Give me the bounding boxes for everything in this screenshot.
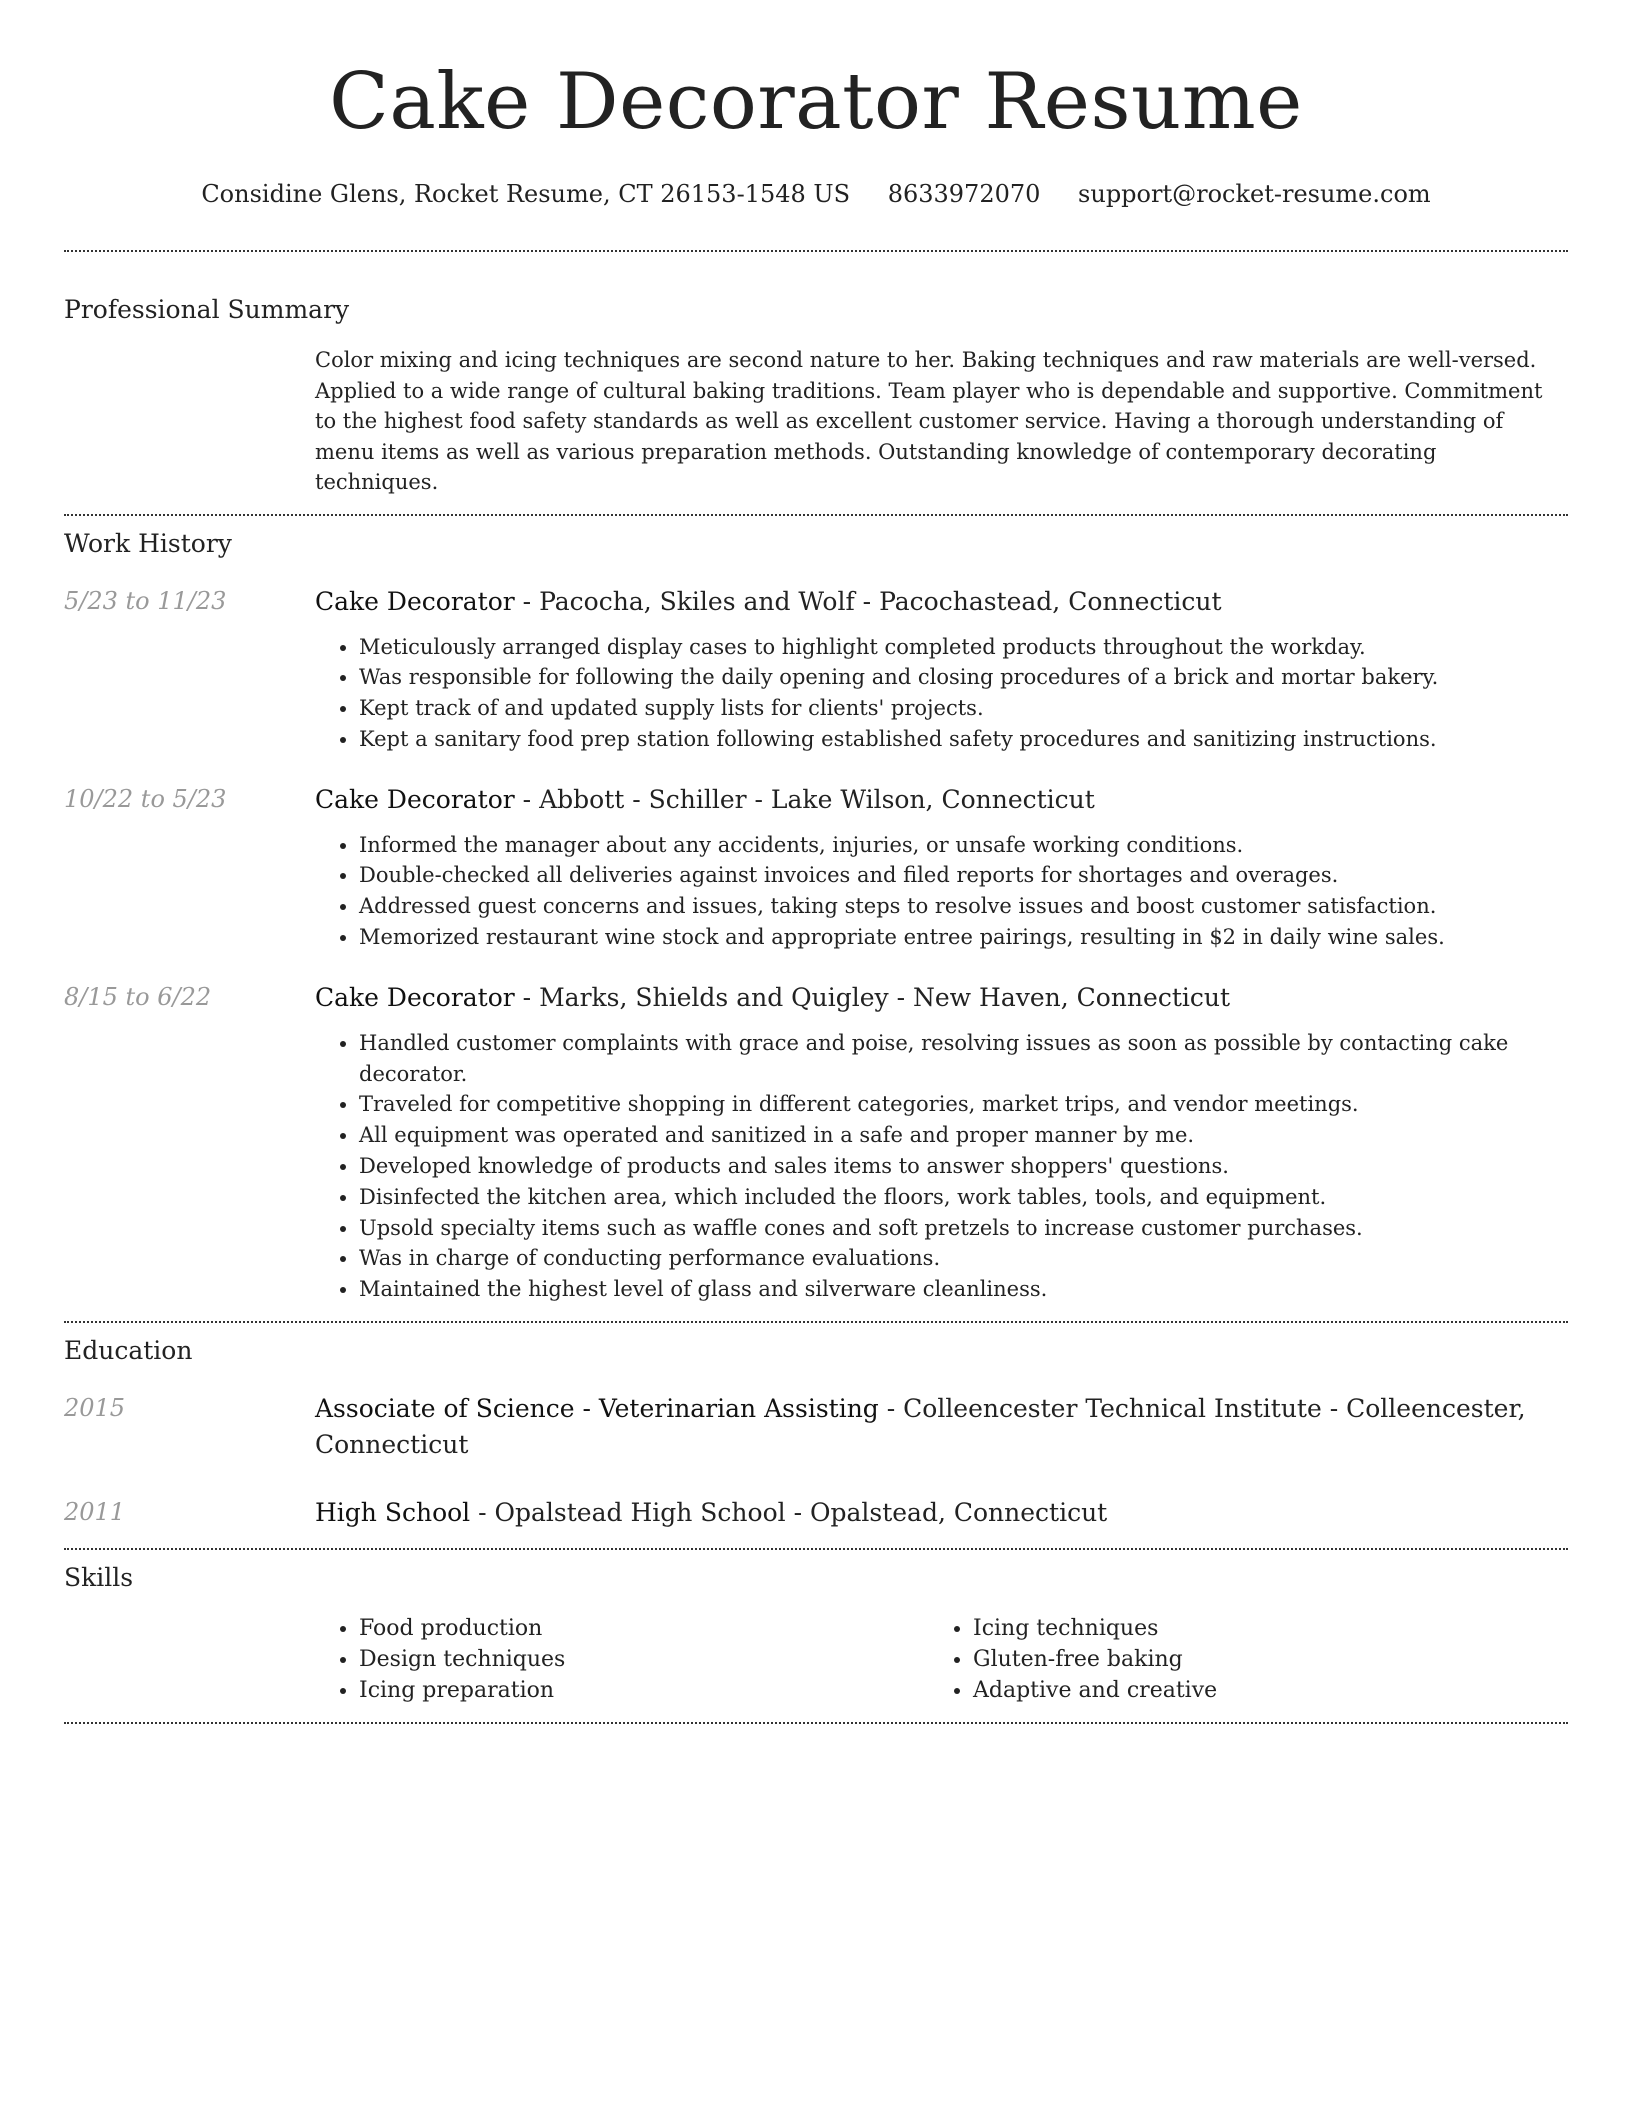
skills-list-right: [929, 1613, 1543, 1706]
job-details: - Pacocha, Skiles and Wolf - Pacochastead, Connecticut: [514, 586, 1222, 616]
job-heading: [315, 980, 1568, 1016]
summary-text: Color mixing and icing techniques are second nature to her. Baking techniques and raw materials are well-versed. Applied to a wide range of cultural baking traditions. Team player who is dependable and supportive. Commitment to the highest food safety standards as well as excellent customer service. Having a thorough understanding of menu items as well as various preparation methods. Outstanding knowledge of contemporary decorating techniques.: [315, 348, 1543, 494]
job-bullets: [315, 830, 1568, 953]
summary-section: [64, 293, 1568, 498]
divider: [64, 514, 1568, 516]
job-heading: [315, 584, 1568, 620]
job-entry: [64, 782, 1568, 953]
list-item: • Was in charge of conducting performance evaluations.: [359, 1243, 1568, 1274]
list-item: • Developed knowledge of products and sales items to answer shoppers' questions.: [359, 1151, 1568, 1182]
education-year: 2011: [64, 1498, 126, 1527]
education-details: - Colleencester Technical Institute - Colleencester, Connecticut: [315, 1394, 1526, 1460]
education-degree: High School: [315, 1498, 471, 1528]
list-item: • Memorized restaurant wine stock and appropriate entree pairings, resulting in $2 in daily wine sales.: [359, 922, 1568, 953]
list-item: • Gluten-free baking: [973, 1644, 1543, 1675]
section-heading-summary: Professional Summary: [64, 295, 350, 324]
list-item: • Double-checked all deliveries against invoices and filed reports for shortages and overages.: [359, 860, 1568, 891]
skills-list-left: [315, 1613, 929, 1706]
list-item: • Kept track of and updated supply lists for clients' projects.: [359, 693, 1568, 724]
job-dates: 8/15 to 6/22: [64, 982, 212, 1011]
job-details: - Abbott - Schiller - Lake Wilson, Connecticut: [514, 784, 1095, 814]
job-bullets: [315, 632, 1568, 755]
section-heading-skills: Skills: [64, 1563, 134, 1593]
section-heading-education: Education: [64, 1336, 193, 1366]
list-item: • Informed the manager about any accidents, injuries, or unsafe working conditions.: [359, 830, 1568, 861]
divider: [64, 250, 1568, 252]
job-details: - Marks, Shields and Quigley - New Haven, Connecticut: [514, 982, 1231, 1012]
job-bullets: [315, 1028, 1568, 1305]
list-item: • Icing preparation: [359, 1675, 929, 1706]
work-section: [64, 527, 1568, 1306]
education-entry: [64, 1495, 1568, 1531]
section-heading-work: Work History: [64, 528, 232, 558]
job-dates: 5/23 to 11/23: [64, 586, 227, 615]
education-entry: [64, 1391, 1568, 1463]
list-item: • Food production: [359, 1613, 929, 1644]
list-item: • Design techniques: [359, 1644, 929, 1675]
education-details: - Opalstead High School - Opalstead, Connecticut: [470, 1498, 1108, 1528]
list-item: • Meticulously arranged display cases to highlight completed products throughout the workday.: [359, 632, 1568, 663]
job-entry: [64, 980, 1568, 1305]
contact-address: Considine Glens, Rocket Resume, CT 26153-1548 US: [201, 180, 851, 208]
job-heading: [315, 782, 1568, 818]
list-item: • Adaptive and creative: [973, 1675, 1543, 1706]
education-heading: [315, 1495, 1568, 1531]
divider: [64, 1722, 1568, 1724]
contact-email: support@rocket-resume.com: [1078, 180, 1431, 208]
education-section: [64, 1334, 1568, 1531]
list-item: • Addressed guest concerns and issues, taking steps to resolve issues and boost customer satisfaction.: [359, 891, 1568, 922]
list-item: • Handled customer complaints with grace and poise, resolving issues as soon as possible by contacting cake decorator.: [359, 1028, 1568, 1090]
job-title: Cake Decorator: [315, 982, 515, 1012]
list-item: • Upsold specialty items such as waffle cones and soft pretzels to increase customer purchases.: [359, 1213, 1568, 1244]
contact-phone: 8633972070: [887, 180, 1041, 208]
skills-section: [64, 1561, 1568, 1706]
divider: [64, 1548, 1568, 1550]
contact-line: [64, 178, 1568, 210]
list-item: • Icing techniques: [973, 1613, 1543, 1644]
job-entry: [64, 584, 1568, 755]
education-degree: Associate of Science - Veterinarian Assisting: [315, 1394, 879, 1424]
job-title: Cake Decorator: [315, 586, 515, 616]
education-heading: [315, 1391, 1568, 1463]
list-item: • Kept a sanitary food prep station following established safety procedures and sanitizing instructions.: [359, 724, 1568, 755]
divider: [64, 1321, 1568, 1323]
list-item: • Traveled for competitive shopping in different categories, market trips, and vendor meetings.: [359, 1089, 1568, 1120]
list-item: • Disinfected the kitchen area, which included the floors, work tables, tools, and equipment.: [359, 1182, 1568, 1213]
education-year: 2015: [64, 1394, 126, 1423]
resume-title: Cake Decorator Resume: [329, 57, 1303, 147]
job-dates: 10/22 to 5/23: [64, 784, 227, 813]
job-title: Cake Decorator: [315, 784, 515, 814]
list-item: • Was responsible for following the daily opening and closing procedures of a brick and mortar bakery.: [359, 662, 1568, 693]
list-item: • Maintained the highest level of glass and silverware cleanliness.: [359, 1274, 1568, 1305]
skills-grid: [315, 1613, 1568, 1706]
list-item: • All equipment was operated and sanitized in a safe and proper manner by me.: [359, 1120, 1568, 1151]
